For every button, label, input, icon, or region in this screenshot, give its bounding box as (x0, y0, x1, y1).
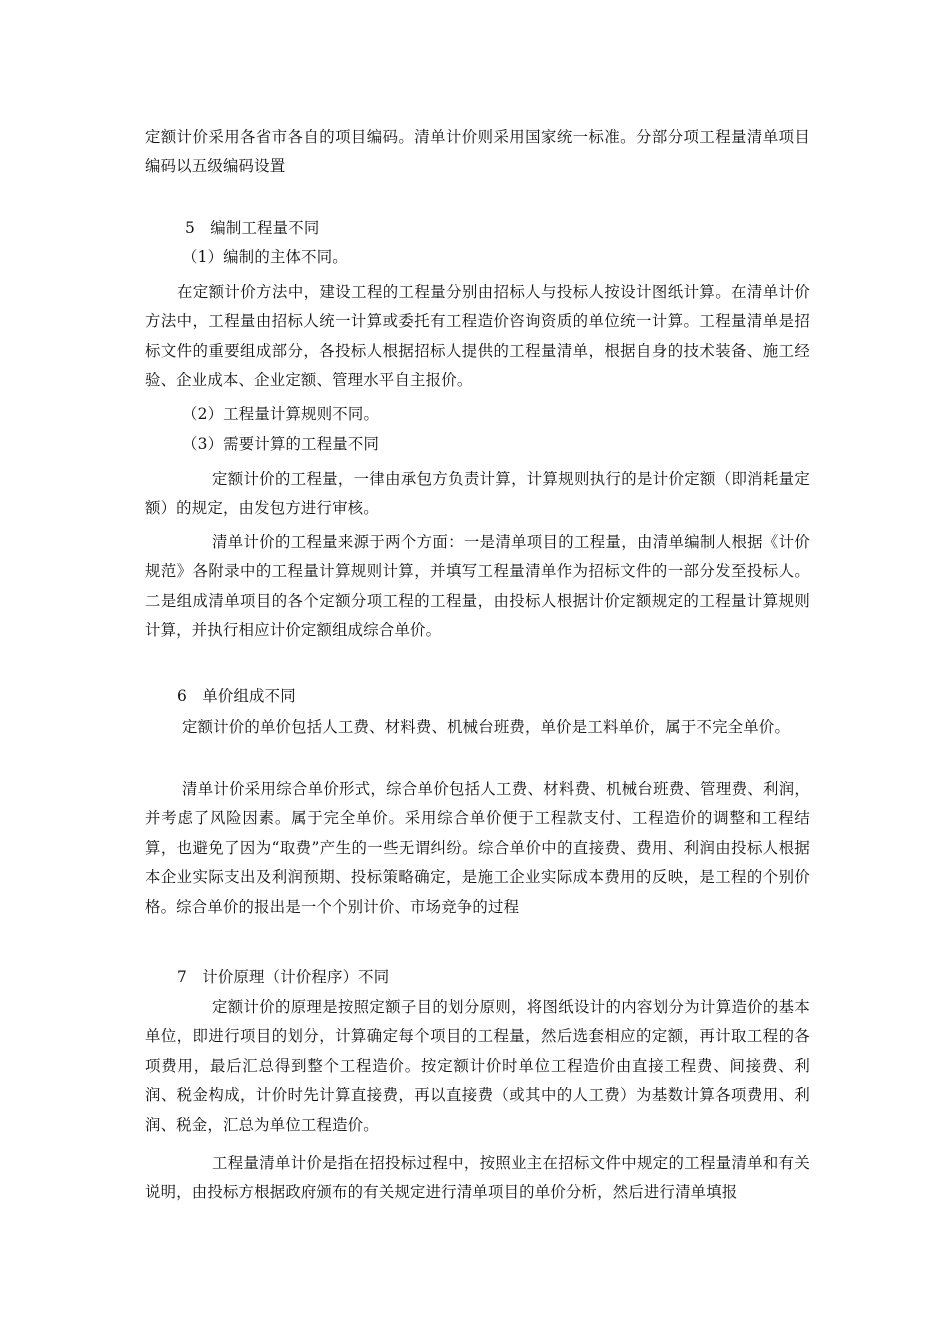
paragraph-5-3a: 定额计价的工程量，一律由承包方负责计算，计算规则执行的是计价定额（即消耗量定额）的规定，由发包方进行审核。 (145, 470, 810, 518)
section-heading-7: 7 计价原理（计价程序）不同 (177, 968, 390, 986)
paragraph-item-coding: 定额计价采用各省市各自的项目编码。清单计价则采用国家统一标准。分部分项工程量清单项目编码以五级编码设置 (145, 128, 810, 176)
subheading-5-1: （1）编制的主体不同。 (182, 248, 348, 266)
paragraph-5-3b: 清单计价的工程量来源于两个方面：一是清单项目的工程量，由清单编制人根据《计价规范》各附录中的工程量计算规则计算，并填写工程量清单作为招标文件的一部分发至投标人。二是组成清单项目的各个定额分项工程的工程量，由投标人根据计价定额规定的工程量计算规则计算，并执行相应计价定额组成综合单价。 (145, 533, 810, 640)
section-heading-6: 6 单价组成不同 (177, 687, 296, 705)
subheading-5-3: （3）需要计算的工程量不同 (182, 435, 380, 453)
paragraph-6-1: 定额计价的单价包括人工费、材料费、机械台班费，单价是工料单价，属于不完全单价。 (182, 718, 791, 736)
paragraph-7-1: 定额计价的原理是按照定额子目的划分原则，将图纸设计的内容划分为计算造价的基本单位，即进行项目的划分，计算确定每个项目的工程量，然后选套相应的定额，再计取工程的各项费用，最后汇总得到整个工程造价。按定额计价时单位工程造价由直接工程费、间接费、利润、税金构成，计价时先计算直接费，再以直接费（或其中的人工费）为基数计算各项费用、利润、税金，汇总为单位工程造价。 (145, 998, 810, 1134)
paragraph-5-1: 在定额计价方法中，建设工程的工程量分别由招标人与投标人按设计图纸计算。在清单计价方法中，工程量由招标人统一计算或委托有工程造价咨询资质的单位统一计算。工程量清单是招标文件的重要组成部分，各投标人根据招标人提供的工程量清单，根据自身的技术装备、施工经验、企业成本、企业定额、管理水平自主报价。 (145, 283, 810, 390)
subheading-5-2: （2）工程量计算规则不同。 (182, 405, 380, 423)
paragraph-6-2: 清单计价采用综合单价形式，综合单价包括人工费、材料费、机械台班费、管理费、利润，并考虑了风险因素。属于完全单价。采用综合单价便于工程款支付、工程造价的调整和工程结算，也避免了因为“取费”产生的一些无谓纠纷。综合单价中的直接费、费用、利润由投标人根据本企业实际支出及利润预期、投标策略确定，是施工企业实际成本费用的反映，是工程的个别价格。综合单价的报出是一个个别计价、市场竞争的过程 (145, 780, 810, 916)
section-heading-5: 5 编制工程量不同 (185, 219, 320, 237)
paragraph-7-2: 工程量清单计价是指在招投标过程中，按照业主在招标文件中规定的工程量清单和有关说明，由投标方根据政府颁布的有关规定进行清单项目的单价分析，然后进行清单填报 (145, 1154, 810, 1202)
